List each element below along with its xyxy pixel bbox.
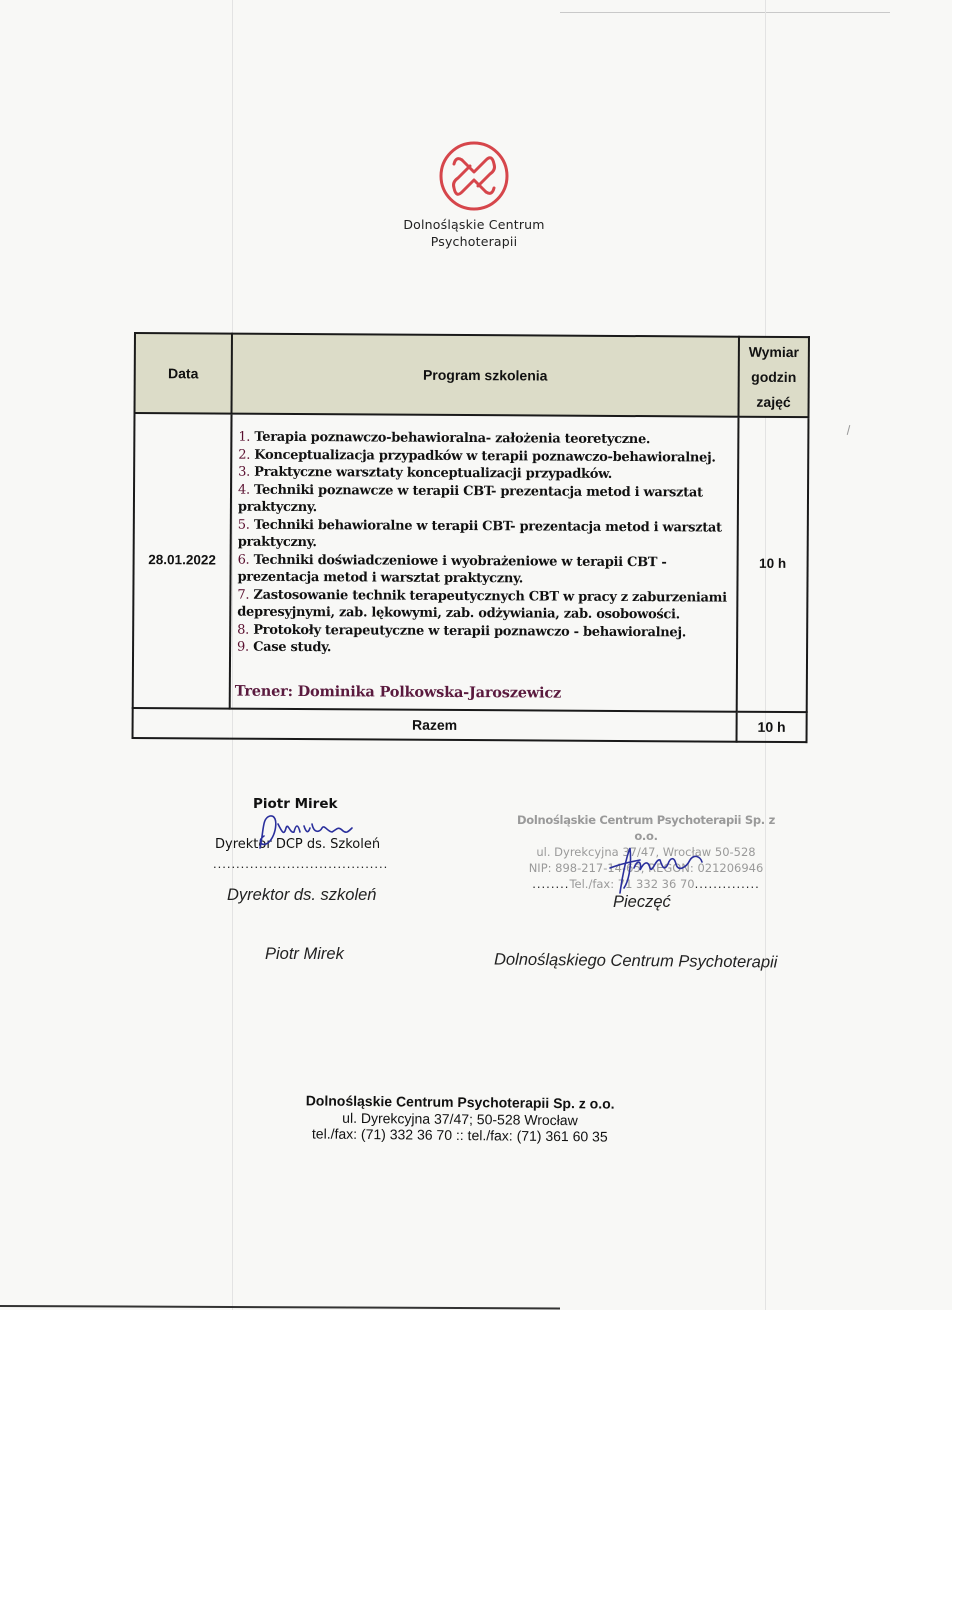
- program-table: [132, 332, 810, 743]
- organization-name: [390, 216, 558, 250]
- item-number: 7.: [237, 587, 250, 603]
- interlocking-knot-logo-icon: [438, 140, 510, 212]
- hours-cell: [737, 417, 809, 712]
- program-item: [237, 639, 730, 660]
- item-text: Praktyczne warsztaty konceptualizacji przypadków.: [254, 464, 612, 482]
- date-value: 28.01.2022: [148, 552, 216, 568]
- program-item: [238, 464, 731, 485]
- program-item: [237, 551, 730, 589]
- item-text: Konceptualizacja przypadków w terapii poznawczo-behawioralnej.: [254, 447, 716, 466]
- trainer-label: Trener:: [234, 682, 293, 700]
- item-text: Techniki behawioralne w terapii CBT- prezentacja metod i warsztat praktyczny.: [237, 517, 722, 551]
- item-text: Zastosowanie technik terapeutycznych CBT w pracy z zaburzeniami depresyjnymi, zab. lękowymi, zab. odżywiania, zab. osobowości.: [237, 587, 727, 623]
- total-label: Razem: [133, 707, 737, 741]
- program-item: [238, 481, 731, 519]
- footer-phone: tel./fax: (71) 332 36 70 :: tel./fax: (71) 361 60 35: [311, 1125, 608, 1145]
- handwritten-signature-left: [250, 810, 370, 855]
- item-number: 9.: [237, 639, 249, 655]
- item-text: Case study.: [253, 639, 332, 656]
- signature-line-right-end: ..............: [694, 877, 760, 891]
- signature-line-left: ......................................: [213, 856, 389, 871]
- column-header-hours: [738, 337, 808, 417]
- item-number: 8.: [237, 622, 250, 638]
- stamp-line-company: Dolnośląskie Centrum Psychoterapii Sp. z o.o.: [517, 813, 775, 843]
- item-number: 3.: [238, 464, 251, 480]
- footer-company: Dolnośląskie Centrum Psychoterapii Sp. z o.o.: [305, 1092, 615, 1112]
- stamp-signer-name: Piotr Mirek: [253, 796, 338, 812]
- seal-caption: Pieczęć: [613, 893, 671, 911]
- footer-street: ul. Dyrekcyjna 37/47; 50-528 Wrocław: [342, 1109, 578, 1128]
- column-header-hours-line1: Wymiar: [748, 343, 800, 360]
- item-text: Techniki poznawcze w terapii CBT- prezentacja metod i warsztat praktyczny.: [237, 482, 703, 516]
- item-text: Protokoły terapeutyczne w terapii poznawczo - behawioralnej.: [253, 622, 687, 640]
- item-number: 4.: [237, 482, 250, 498]
- hours-value: 10 h: [759, 556, 787, 572]
- stamp-signer-role: Dyrektor DCP ds. Szkoleń: [215, 837, 381, 852]
- item-number: 5.: [237, 517, 250, 533]
- program-item: [238, 429, 731, 450]
- table-row: [133, 413, 809, 712]
- program-item: [238, 516, 731, 554]
- footer-address: [290, 1092, 630, 1145]
- date-cell: [133, 413, 232, 708]
- item-number: 6.: [237, 552, 250, 568]
- program-item: [237, 586, 730, 624]
- stamp-line-ids: NIP: 898-217-14-65, REGON: 021206946: [528, 861, 764, 875]
- item-text: Terapia poznawczo-behawioralna- założenia teoretyczne.: [254, 429, 651, 448]
- program-cell: [230, 414, 739, 712]
- organization-caption: Dolnośląskiego Centrum Psychoterapii: [493, 950, 778, 972]
- column-header-program: Program szkolenia: [232, 334, 739, 417]
- signature-line-right: ........: [532, 877, 570, 891]
- column-header-date: Data: [135, 333, 232, 414]
- role-caption: Dyrektor ds. szkoleń: [227, 886, 377, 904]
- item-number: 1.: [238, 429, 251, 445]
- organization-name-line1: Dolnośląskie Centrum: [403, 217, 545, 232]
- item-number: 2.: [238, 447, 251, 463]
- name-caption: Piotr Mirek: [265, 945, 344, 963]
- stamp-line-address: ul. Dyrekcyjna 37/47, Wrocław 50-528: [536, 845, 756, 859]
- handwritten-signature-right: [590, 838, 710, 898]
- trainer-name: Dominika Polkowska-Jaroszewicz: [297, 682, 562, 702]
- table-header-row: [135, 333, 809, 417]
- scan-edge-line: [560, 12, 890, 13]
- total-row: [133, 707, 807, 741]
- trainer-line: [231, 682, 736, 710]
- column-header-hours-line3: zajęć: [756, 393, 791, 410]
- program-list: [231, 415, 738, 672]
- stamp-phone: Tel./fax: 71 332 36 70: [569, 877, 695, 891]
- total-hours: 10 h: [737, 711, 807, 741]
- organization-name-line2: Psychoterapii: [430, 234, 518, 249]
- column-header-hours-line2: godzin: [751, 368, 797, 385]
- item-text: Techniki doświadczeniowe i wyobrażeniowe w terapii CBT - prezentacja metod i warsztat praktyczny.: [237, 552, 667, 587]
